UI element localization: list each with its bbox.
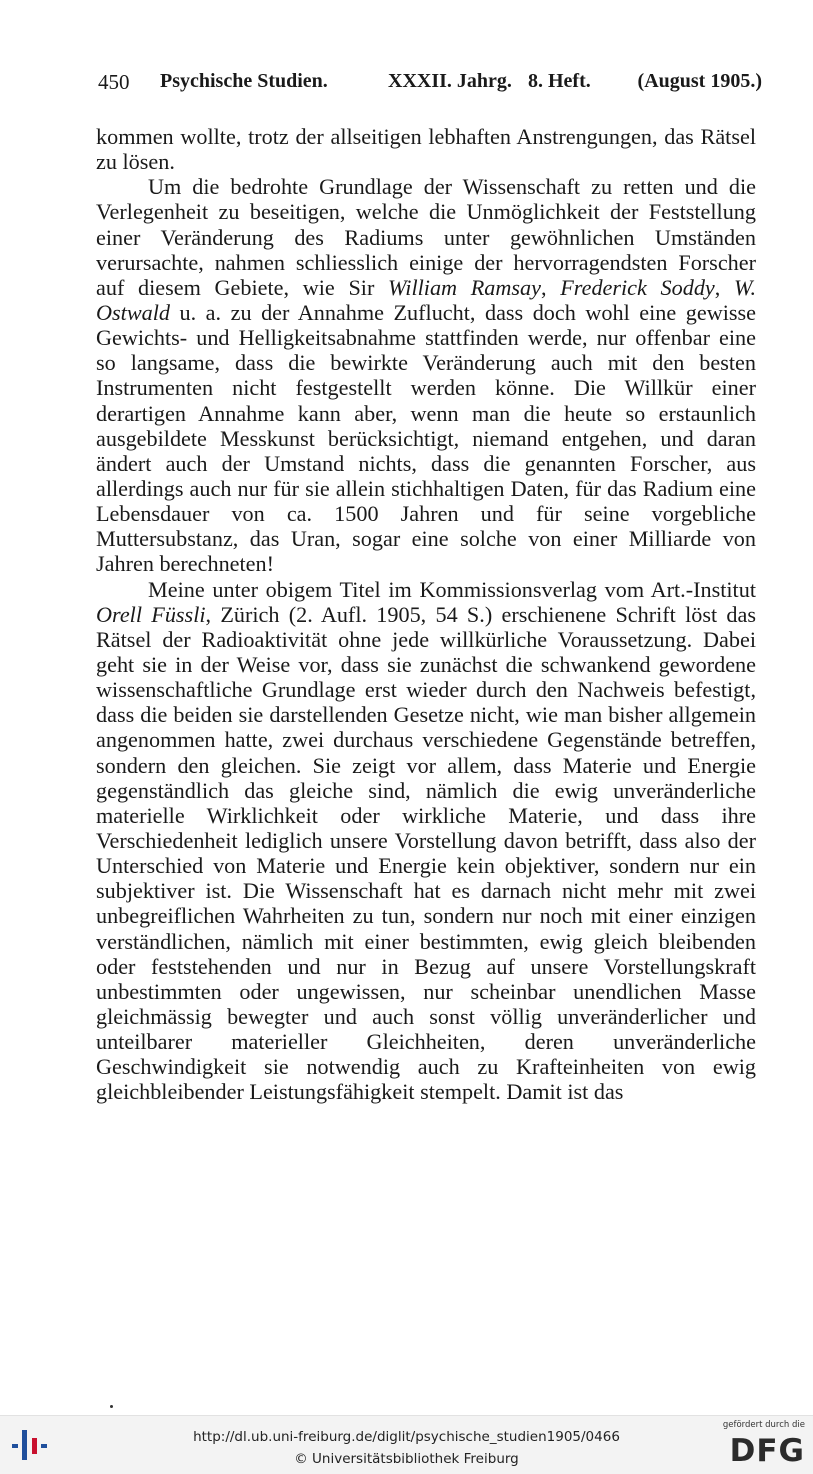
name-ostwald: W. Ostwald bbox=[96, 274, 757, 325]
volume-label: XXXII. Jahrg. bbox=[388, 70, 512, 92]
body-text bbox=[96, 124, 756, 1104]
viewer-footer bbox=[0, 1415, 813, 1474]
separator: , bbox=[714, 274, 735, 300]
paragraph-2-text-a: Um die bedrohte Grundlage der Wissenschaft zu retten und die Verlegenheit zu beseitigen, welche die Unmöglichkeit der Feststellung einer Veränderung des Radiums unter gewöhnlichen Umständen verursachte, nahmen schliesslich einige der hervorragendsten Forscher auf diesem Gebiete, wie Sir bbox=[96, 174, 756, 300]
dfg-badge bbox=[715, 1420, 805, 1472]
page-number: 450 bbox=[98, 70, 130, 94]
dfg-logo: DFG bbox=[729, 1433, 805, 1469]
issue-label: 8. Heft. bbox=[528, 70, 591, 92]
copyright-notice: © Universitätsbibliothek Freiburg bbox=[294, 1451, 519, 1467]
paragraph-2-text-b: u. a. zu der Annahme Zuflucht, dass doch wohl eine gewisse Gewichts- und Helligkeitsabnahme stattfinden werde, nur offenbar eine so langsame, dass die bewirkte Veränderung auch mit den besten Instrumenten nicht festgestellt werden könne. Die Willkür einer derartigen Annahme kann aber, wenn man die heute so erstaunlich ausgebildete Messkunst berücksichtigt, niemand entgehen, und daran ändert auch der Umstand nichts, dass die genannten Forscher, aus allerdings auch nur für sie allein stichhaltigen Daten, für das Radium eine Lebensdauer von ca. 1500 Jahren und für seine vorgebliche Muttersubstanz, das Uran, sogar eine solche von einer Milliarde von Jahren berechneten! bbox=[96, 299, 756, 577]
journal-title: Psychische Studien. bbox=[160, 70, 328, 92]
scan-speck bbox=[110, 1405, 113, 1408]
separator: , bbox=[541, 274, 561, 300]
name-orell-fuessli: Orell Füssli bbox=[96, 601, 206, 627]
paragraph-2 bbox=[96, 174, 756, 576]
paragraph-1-text: kommen wollte, trotz der allseitigen lebhaften Anstrengungen, das Rätsel zu lösen. bbox=[96, 124, 756, 175]
paragraph-3-text-a: Meine unter obigem Titel im Kommissionsverlag vom Art.-Institut bbox=[148, 576, 756, 602]
paragraph-3-text-b: , Zürich (2. Aufl. 1905, 54 S.) erschienene Schrift löst das Rätsel der Radioaktivität ohne jede willkürliche Voraussetzung. Dabei geht sie in der Weise vor, dass sie zunächst die schwankend gewordene wissenschaftliche Grundlage erst wieder durch den Nachweis befestigt, dass die beiden sie darstellenden Gesetze nicht, wie man bisher allgemein angenommen hatte, zwei durchaus verschiedene Gegenstände betreffen, sondern den gleichen. Sie zeigt vor allem, dass Materie und Energie gegenständlich das gleiche sind, nämlich die ewig unveränderliche materielle Wirklichkeit oder wirkliche Materie, und dass ihre Verschiedenheit lediglich unsere Vorstellung davon betrifft, dass also der Unterschied von Materie und Energie kein objektiver, sondern nur ein subjektiver ist. Die Wissenschaft hat es darnach nicht mehr mit zwei unbegreiflichen Wahrheiten zu tun, sondern nur noch mit einer einzigen verständlichen, nämlich mit einer bestimmten, ewig gleich bleibenden oder feststehenden und nur in Bezug auf unsere Vorstellungskraft unbestimmten oder ungewissen, nur scheinbar unendlichen Masse gleichmässig bewegter und auch sonst völlig unveränderlicher und unteilbarer materieller Gleichheiten, deren unveränderliche Geschwindigkeit sie notwendig auch zu Krafteinheiten von ewig gleichbleibender Leistungsfähigkeit stempelt. Damit ist das bbox=[96, 601, 756, 1105]
dfg-tagline: gefördert durch die bbox=[722, 1420, 805, 1430]
issue-date: (August 1905.) bbox=[637, 70, 762, 92]
running-head bbox=[98, 70, 762, 100]
source-url[interactable]: http://dl.ub.uni-freiburg.de/diglit/psychische_studien1905/0466 bbox=[193, 1429, 620, 1445]
name-ramsay: William Ramsay bbox=[388, 274, 541, 300]
paragraph-1 bbox=[96, 124, 756, 174]
name-soddy: Frederick Soddy bbox=[560, 274, 715, 300]
paragraph-3 bbox=[96, 577, 756, 1105]
